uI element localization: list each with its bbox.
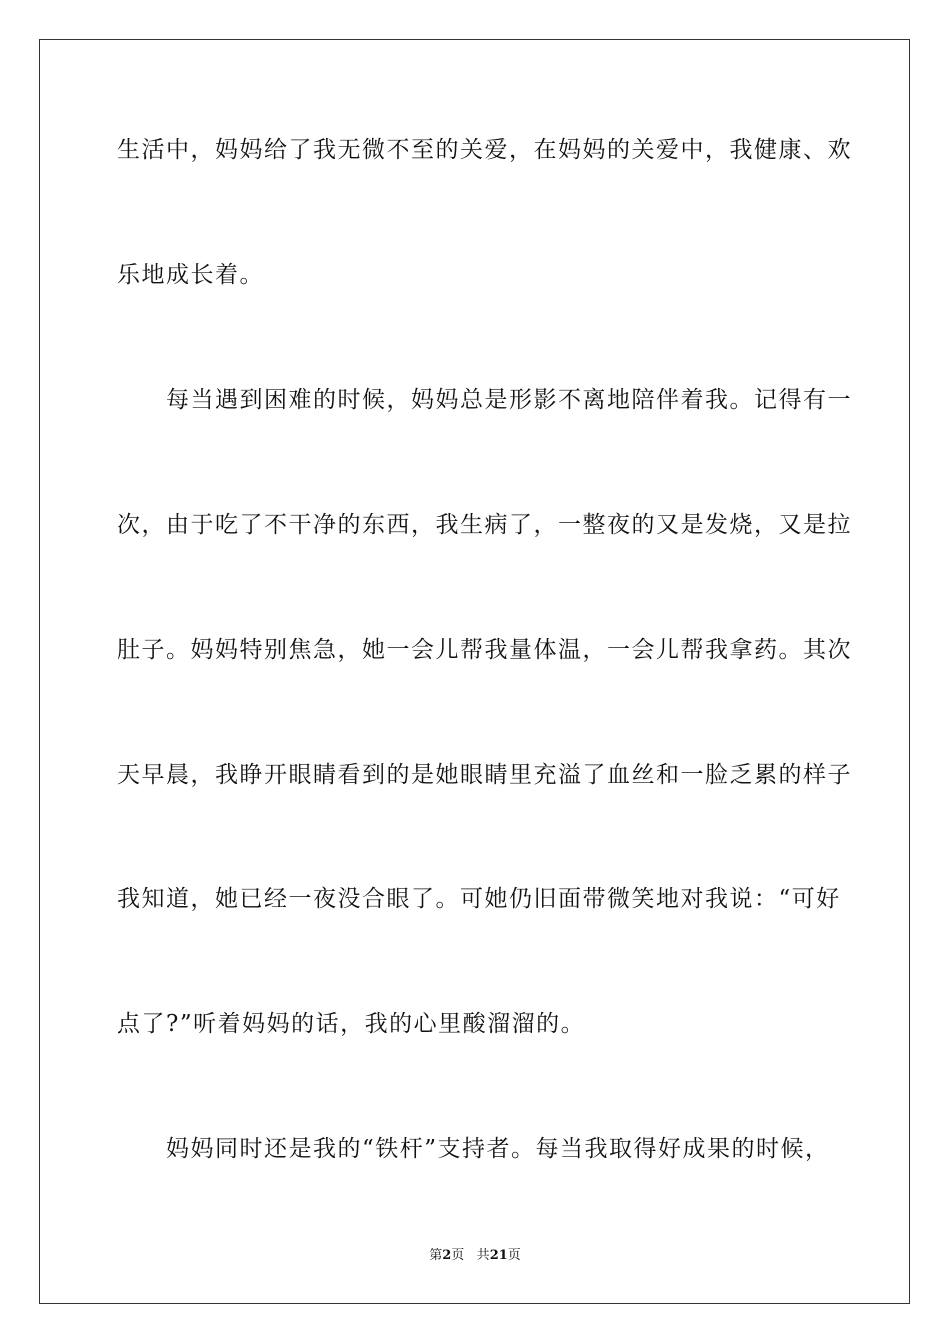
page-prefix: 第	[429, 1248, 443, 1263]
text-line: 乐地成长着。	[117, 262, 264, 288]
total-pages: 21	[489, 1248, 508, 1263]
page-number: 2	[442, 1248, 452, 1263]
text-line: 次，由于吃了不干净的东西，我生病了，一整夜的又是发烧，又是拉	[117, 512, 852, 538]
page-suffix: 页	[451, 1248, 465, 1263]
text-line: 我知道，她已经一夜没合眼了。可她仍旧面带微笑地对我说：“可好	[117, 886, 841, 912]
total-suffix: 页	[507, 1248, 521, 1263]
paragraph-first-line: 妈妈同时还是我的“铁杆”支持者。每当我取得好成果的时候，	[117, 1136, 830, 1162]
total-prefix: 共	[476, 1248, 490, 1263]
text-line: 肚子。妈妈特别焦急，她一会儿帮我量体温，一会儿帮我拿药。其次	[117, 637, 852, 663]
page-border	[39, 39, 910, 1304]
page-footer	[0, 1247, 950, 1265]
text-line: 生活中，妈妈给了我无微不至的关爱，在妈妈的关爱中，我健康、欢	[117, 137, 852, 163]
text-line: 天早晨，我睁开眼睛看到的是她眼睛里充溢了血丝和一脸乏累的样子	[117, 762, 852, 788]
text-line: 点了?”听着妈妈的话，我的心里酸溜溜的。	[117, 1011, 586, 1037]
paragraph-first-line: 每当遇到困难的时候，妈妈总是形影不离地陪伴着我。记得有一	[117, 387, 852, 413]
